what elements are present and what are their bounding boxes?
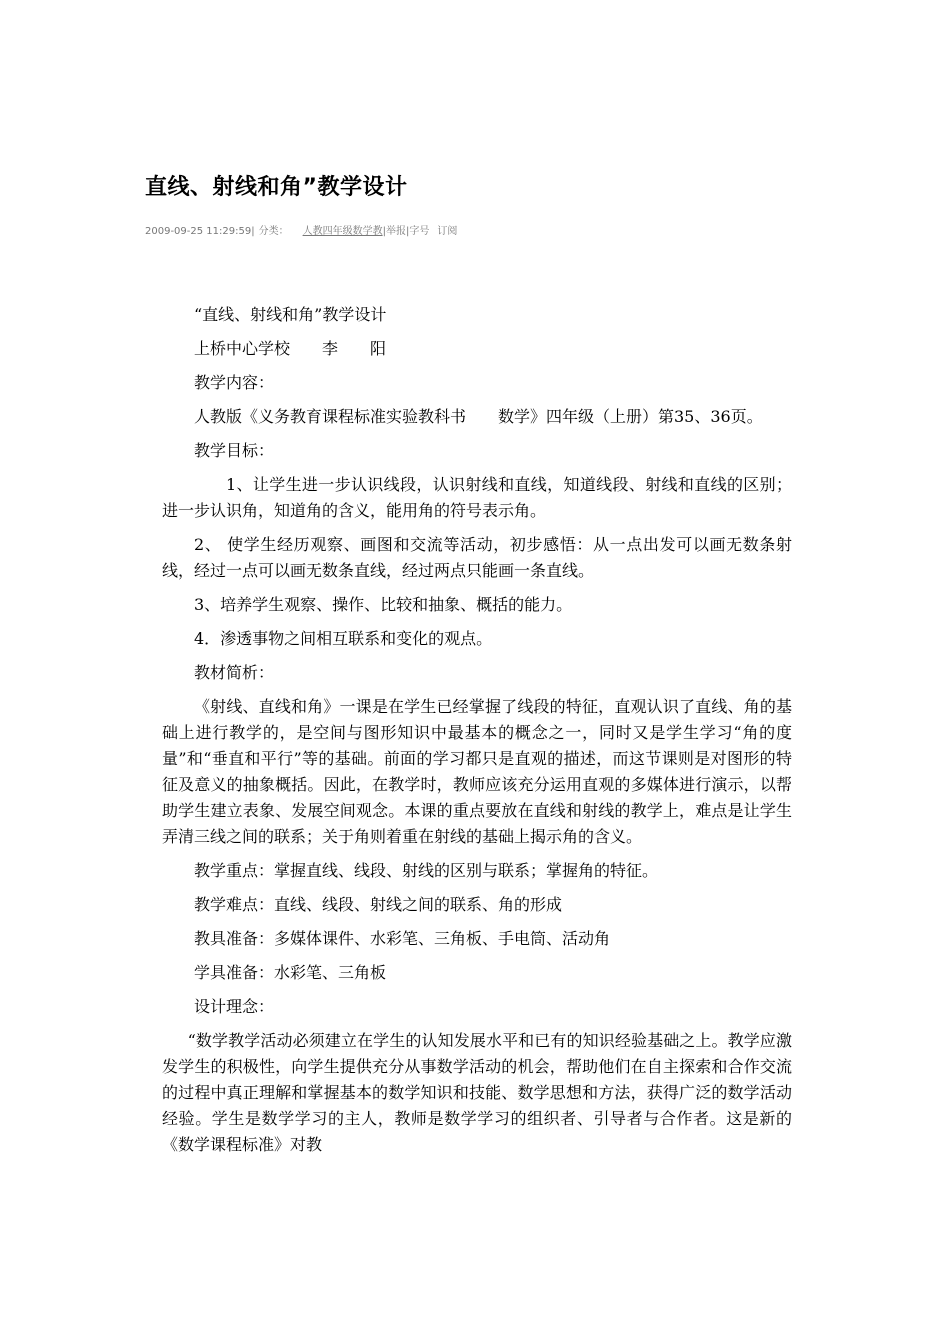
paragraph: 教学难点：直线、线段、射线之间的联系、角的形成	[194, 895, 563, 914]
paragraph: 上桥中心学校 李 阳	[194, 339, 387, 358]
paragraph: 4．渗透事物之间相互联系和变化的观点。	[194, 629, 493, 648]
paragraph: 教学目标：	[194, 441, 275, 460]
paragraph: 3、培养学生观察、操作、比较和抽象、概括的能力。	[194, 595, 573, 614]
article-body	[162, 302, 792, 1166]
paragraph: 教学内容：	[194, 373, 275, 392]
paragraph: 设计理念：	[194, 997, 275, 1016]
post-datetime: 2009-09-25 11:29:59|	[145, 226, 255, 237]
paragraph: 1、让学生进一步认识线段，认识射线和直线，知道线段、射线和直线的区别；进一步认识角，知道角的含义，能用角的符号表示角。	[162, 475, 792, 520]
paragraph: 2、 使学生经历观察、画图和交流等活动，初步感悟：从一点出发可以画无数条射线，经过一点可以画无数条直线，经过两点只能画一条直线。	[162, 535, 792, 580]
font-size-link[interactable]: 字号	[409, 226, 430, 237]
subscribe-link[interactable]: 订阅	[437, 226, 458, 237]
paragraph: 教材简析：	[194, 663, 275, 682]
page-title: 直线、射线和角”教学设计	[145, 175, 408, 200]
paragraph: 《射线、直线和角》一课是在学生已经掌握了线段的特征，直观认识了直线、角的基础上进行教学的，是空间与图形知识中最基本的概念之一，同时又是学生学习“角的度量”和“垂直和平行”等的基础。前面的学习都只是直观的描述，而这节课则是对图形的特征及意义的抽象概括。因此，在教学时，教师应该充分运用直观的多媒体进行演示，以帮助学生建立表象、发展空间观念。本课的重点要放在直线和射线的教学上，难点是让学生弄清三线之间的联系；关于角则着重在射线的基础上揭示角的含义。	[162, 697, 792, 846]
post-meta	[145, 222, 457, 237]
paragraph: 教具准备：多媒体课件、水彩笔、三角板、手电筒、活动角	[194, 929, 611, 948]
paragraph: “数学教学活动必须建立在学生的认知发展水平和已有的知识经验基础之上。教学应激发学生的积极性，向学生提供充分从事数学活动的机会，帮助他们在自主探索和合作交流的过程中真正理解和掌握基本的数学知识和技能、数学思想和方法，获得广泛的数学活动经验。学生是数学学习的主人，教师是数学学习的组织者、引导者与合作者。这是新的《数学课程标准》对教	[162, 1031, 792, 1154]
paragraph: 教学重点：掌握直线、线段、射线的区别与联系；掌握角的特征。	[194, 861, 659, 880]
category-link[interactable]: 人教四年级数学教	[302, 226, 383, 237]
paragraph: 学具准备：水彩笔、三角板	[194, 963, 387, 982]
paragraph: “直线、射线和角”教学设计	[194, 305, 387, 324]
category-label: 分类：	[258, 226, 289, 237]
report-link[interactable]: |举报|	[382, 226, 410, 237]
paragraph: 人教版《义务教育课程标准实验教科书 数学》四年级（上册）第35、36页。	[194, 407, 763, 426]
